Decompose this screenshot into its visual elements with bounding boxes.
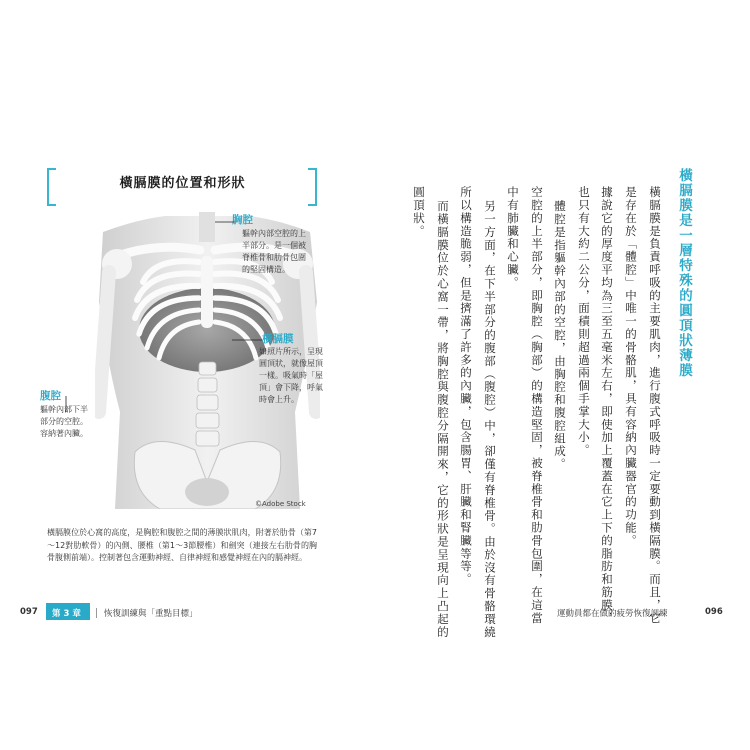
body-column: 體腔是指軀幹內部的空腔，由胸腔和腹腔組成。 (553, 200, 567, 471)
image-credit: ©Adobe Stock (255, 500, 306, 508)
callout-line: 軀幹內部空腔的上 (242, 229, 306, 238)
chapter-label: 第 3 章 (52, 609, 81, 619)
callout-chest-title: 胸腔 (232, 214, 253, 226)
callout-abdomen-title: 腹腔 (40, 390, 61, 402)
callout-line: 圓頂狀，就像屋頂 (259, 359, 323, 368)
body-column: 是存在於「體腔」中唯一的骨骼肌，具有容納內臟器官的功能。 (624, 186, 638, 548)
callout-line: 一樣。吸氣時「屋 (259, 371, 323, 380)
callout-diaphragm-title: 橫膈膜 (262, 333, 294, 345)
right-page-number: 096 (705, 607, 723, 617)
figure-bracket-right (308, 168, 317, 206)
left-page-number: 097 (20, 607, 38, 617)
callout-chest-text (242, 228, 306, 276)
body-column: 中有肺臟和心臟。 (506, 186, 520, 290)
callout-line: 時會上升。 (259, 395, 299, 404)
callout-line: 頂」會下降，呼氣 (259, 383, 323, 392)
body-column: 圓頂狀。 (412, 186, 426, 238)
callout-line: 脊椎骨和肋骨包圍 (242, 253, 306, 262)
figure-bracket-left (47, 168, 56, 206)
left-running-title: 恢復訓練與「重點目標」 (104, 609, 198, 619)
body-column: 橫膈膜是負責呼吸的主要肌肉，進行腹式呼吸時一定要動到橫隔膜。而且，它 (648, 186, 662, 625)
callout-diaphragm-text (259, 346, 323, 406)
callout-line: 部分的空腔。 (40, 417, 88, 426)
callout-line: 的堅固構造。 (242, 265, 290, 274)
callout-line: 如照片所示，呈現 (259, 347, 323, 356)
callout-abdomen-text (40, 404, 88, 440)
callout-line: 半部分。是一個被 (242, 241, 306, 250)
body-column: 據說它的厚度平均為三至五毫米左右，即使加上覆蓋在它上下的脂肪和筋膜， (600, 186, 614, 625)
section-heading: 橫膈膜是一層特殊的圓頂狀薄膜 (676, 168, 692, 378)
callout-line: 容納著內臟。 (40, 429, 88, 438)
body-column: 而橫膈膜位於心窩一帶，將胸腔與腹腔分隔開來，它的形狀是呈現向上凸起的 (436, 200, 450, 639)
footer-separator (96, 608, 97, 618)
body-column: 另一方面，在下半部分的腹部（腹腔）中，卻僅有脊椎骨。由於沒有骨骼環繞 (483, 200, 497, 639)
body-column: 空腔的上半部分，即胸腔（胸部）的構造堅固，被脊椎骨和肋骨包圍，在這當 (530, 186, 544, 625)
callout-line: 軀幹內部下半 (40, 405, 88, 414)
figure-caption: 橫膈膜位於心窩的高度，是胸腔和腹腔之間的薄膜狀肌肉，附著於肋骨（第7～12對肋軟骨）的內側、腰椎（第1～3節腰椎）和劍突（連接左右肋骨的胸骨腹側前端）。控制著包含運動神經、自律神經和感覺神經在內的膈神經。 (47, 528, 317, 562)
body-column: 所以構造脆弱，但是擠滿了許多的內臟，包含腸胃、肝臟和腎臟等等。 (459, 186, 473, 586)
body-column: 也只有大約二公分，面積則超過兩個手掌大小。 (577, 186, 591, 457)
figure-title: 橫膈膜的位置和形狀 (119, 176, 246, 191)
right-running-title: 運動員都在做的疲勞恢復訓練 (557, 609, 668, 619)
